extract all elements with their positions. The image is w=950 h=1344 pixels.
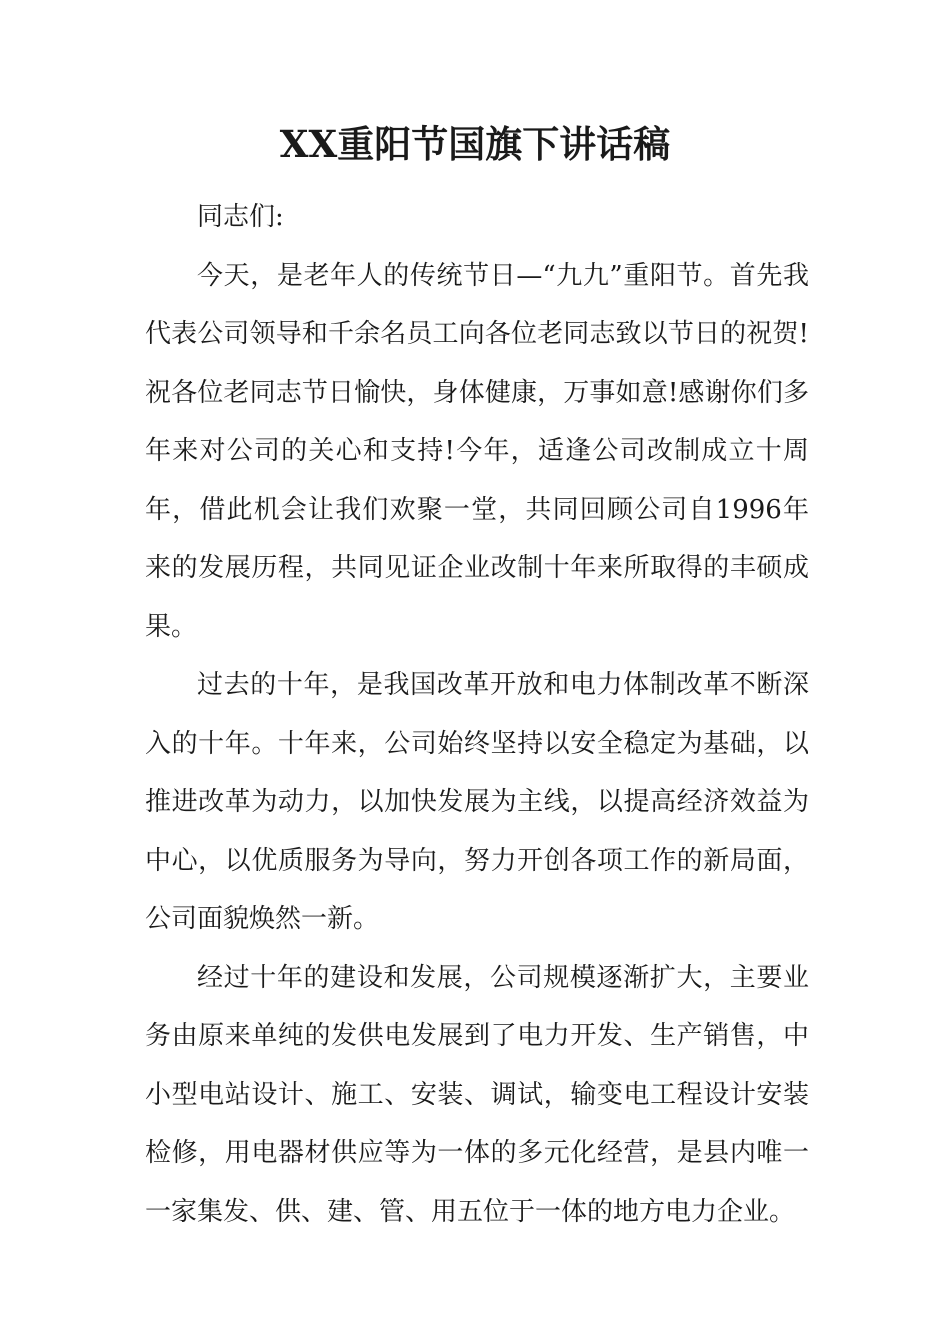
document-title: XX重阳节国旗下讲话稿: [279, 122, 671, 166]
paragraph-1: 今天，是老年人的传统节日—“九九”重阳节。首先我代表公司领导和千余名员工向各位老同志致以节日的祝贺!祝各位老同志节日愉快，身体健康，万事如意!感谢你们多年来对公司的关心和支持!今年，适逢公司改制成立十周年，借此机会让我们欢聚一堂，共同回顾公司自1996年来的发展历程，共同见证企业改制十年来所取得的丰硕成果。: [145, 260, 809, 642]
document-body: [145, 188, 809, 1241]
greeting-line: 同志们:: [197, 202, 284, 232]
paragraph-2: 过去的十年，是我国改革开放和电力体制改革不断深入的十年。十年来，公司始终坚持以安全稳定为基础，以推进改革为动力，以加快发展为主线，以提高经济效益为中心，以优质服务为导向，努力开创各项工作的新局面，公司面貌焕然一新。: [145, 670, 809, 934]
paragraph-3: 经过十年的建设和发展，公司规模逐渐扩大，主要业务由原来单纯的发供电发展到了电力开发、生产销售，中小型电站设计、施工、安装、调试，输变电工程设计安装检修，用电器材供应等为一体的多元化经营，是县内唯一一家集发、供、建、管、用五位于一体的地方电力企业。: [145, 962, 809, 1227]
